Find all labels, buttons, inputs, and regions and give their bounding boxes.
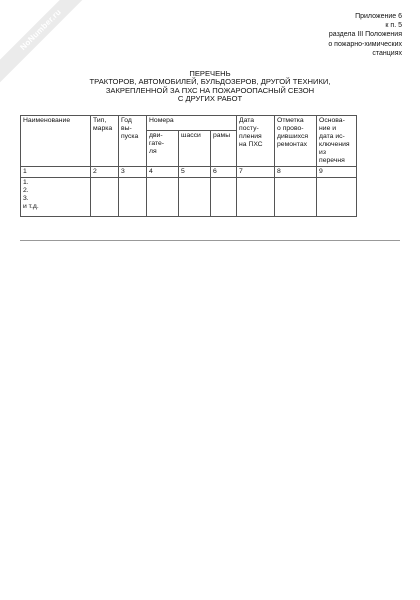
header-repairs — [275, 116, 317, 167]
row-item: 1. — [23, 179, 29, 186]
table-header-row — [21, 116, 357, 131]
header-year — [119, 116, 147, 167]
header-chassis-text: шасси — [181, 131, 201, 139]
row-item: 3. — [23, 195, 29, 202]
table-number-row — [21, 167, 357, 178]
header-name-text: Наименование — [23, 117, 71, 124]
empty-cell — [211, 178, 237, 217]
appendix-line: Приложение 6 — [355, 13, 402, 20]
title-line: ТРАКТОРОВ, АВТОМОБИЛЕЙ, БУЛЬДОЗЕРОВ, ДРУГОЙ ТЕХНИКИ, — [89, 77, 331, 87]
appendix-line: к п. 5 — [385, 22, 402, 30]
appendix-reference — [242, 12, 402, 58]
header-chassis — [179, 130, 211, 166]
col-number: 6 — [211, 167, 237, 178]
col-number: 1 — [21, 167, 91, 178]
header-frame — [211, 130, 237, 166]
title-line: ЗАКРЕПЛЕННОЙ ЗА ПХС НА ПОЖАРООПАСНЫЙ СЕЗОН — [105, 85, 315, 95]
header-text: Основа- — [319, 117, 345, 124]
header-date — [237, 116, 275, 167]
header-text: о прово- — [277, 125, 304, 132]
empty-cell — [317, 178, 357, 217]
header-name — [21, 116, 91, 167]
watermark-text: NoNumber.ru — [18, 7, 63, 52]
header-text: пления — [239, 133, 262, 140]
title-line: ПЕРЕЧЕНЬ — [189, 69, 231, 78]
header-text: гате- — [149, 139, 165, 147]
header-numbers — [147, 116, 237, 131]
header-text: дата ис- — [319, 133, 345, 140]
table-row — [21, 178, 357, 217]
equipment-table — [20, 115, 357, 217]
header-engine — [147, 130, 179, 166]
empty-cell — [179, 178, 211, 217]
empty-cell — [237, 178, 275, 217]
col-number: 9 — [317, 167, 357, 178]
empty-cell — [119, 178, 147, 217]
appendix-line: станциях — [372, 49, 402, 57]
header-text: марка — [93, 125, 113, 132]
col-number: 8 — [275, 167, 317, 178]
header-text: дви- — [149, 131, 163, 139]
page-divider — [20, 240, 400, 241]
header-basis — [317, 116, 357, 167]
header-numbers-text: Номера — [149, 117, 174, 124]
document-title — [0, 70, 420, 104]
row-item: 2. — [23, 187, 29, 194]
appendix-line: о пожарно-химических — [328, 40, 402, 48]
header-text: ние и — [319, 125, 337, 132]
header-text: Дата — [239, 117, 255, 124]
header-text: на ПХС — [239, 141, 263, 148]
header-text: дившихся — [277, 133, 309, 140]
header-text: ключения — [319, 141, 350, 148]
header-text: ремонтах — [277, 141, 308, 148]
header-frame-text: рамы — [213, 131, 231, 139]
col-number: 7 — [237, 167, 275, 178]
empty-cell — [275, 178, 317, 217]
row-items-cell — [21, 178, 91, 217]
header-text: посту- — [239, 125, 259, 132]
header-text: Год — [121, 117, 132, 124]
row-item: и т.д. — [23, 203, 39, 210]
appendix-line: раздела III Положения — [328, 31, 402, 39]
header-text: вы- — [121, 125, 132, 132]
col-number: 2 — [91, 167, 119, 178]
empty-cell — [91, 178, 119, 217]
header-text: Отметка — [277, 117, 304, 124]
header-text: из — [319, 149, 326, 156]
col-number: 3 — [119, 167, 147, 178]
empty-cell — [147, 178, 179, 217]
col-number: 5 — [179, 167, 211, 178]
header-text: пуска — [121, 133, 139, 140]
header-text: ля — [149, 147, 157, 155]
header-text: Тип, — [93, 117, 107, 124]
header-type — [91, 116, 119, 167]
col-number: 4 — [147, 167, 179, 178]
header-text: перечня — [319, 157, 345, 164]
title-line: С ДРУГИХ РАБОТ — [177, 94, 243, 104]
